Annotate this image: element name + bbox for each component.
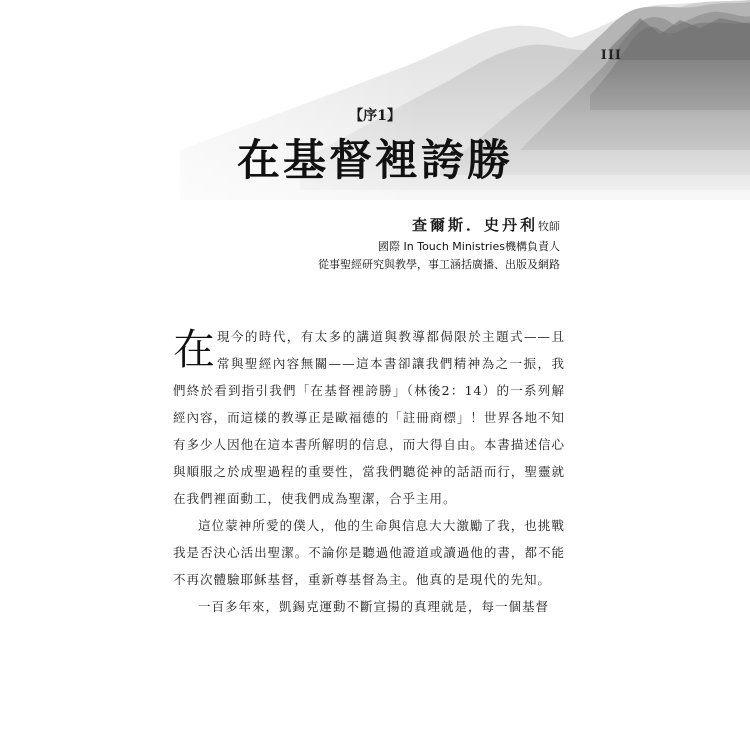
author-name: 查爾斯．史丹利 [411, 216, 538, 234]
affiliation-line-2: 從事聖經研究與教學，事工涵括廣播、出版及網路 [318, 258, 560, 271]
paragraph [173, 323, 565, 512]
drop-cap: 在 [173, 325, 217, 374]
author-role: 牧師 [538, 220, 560, 233]
affiliation-line-1: 國際 In Touch Ministries機構負責人 [378, 240, 560, 253]
author-line [318, 214, 560, 238]
chapter-title: 在基督裡誇勝 [237, 136, 513, 186]
page-number: III [600, 48, 622, 63]
byline [318, 214, 560, 274]
paragraph: 這位蒙神所愛的僕人，他的生命與信息大大激勵了我，也挑戰我是否決心活出聖潔。不論你是聽過他證道或讀過他的書，都不能不再次體驗耶穌基督，重新尊基督為主。他真的是現代的先知。 [173, 518, 565, 587]
body-text [173, 323, 565, 620]
preface-label: 【序1】 [349, 108, 401, 124]
paragraph: 一百多年來，凱錫克運動不斷宣揚的真理就是，每一個基督 [198, 599, 550, 614]
paragraph-text: 現今的時代，有太多的講道與教導都侷限於主題式——且常與聖經內容無關——這本書卻讓我們精神為之一振，我們終於看到指引我們「在基督裡誇勝」（林後2：14）的一系列解經內容，而這樣的教導正是歐福德的「註冊商標」！世界各地不知有多少人因他在這本書所解明的信息，而大得自由。本書描述信心與順服之於成聖過程的重要性，當我們聽從神的話語而行，聖靈就在我們裡面動工，使我們成為聖潔，合乎主用。 [173, 329, 565, 506]
